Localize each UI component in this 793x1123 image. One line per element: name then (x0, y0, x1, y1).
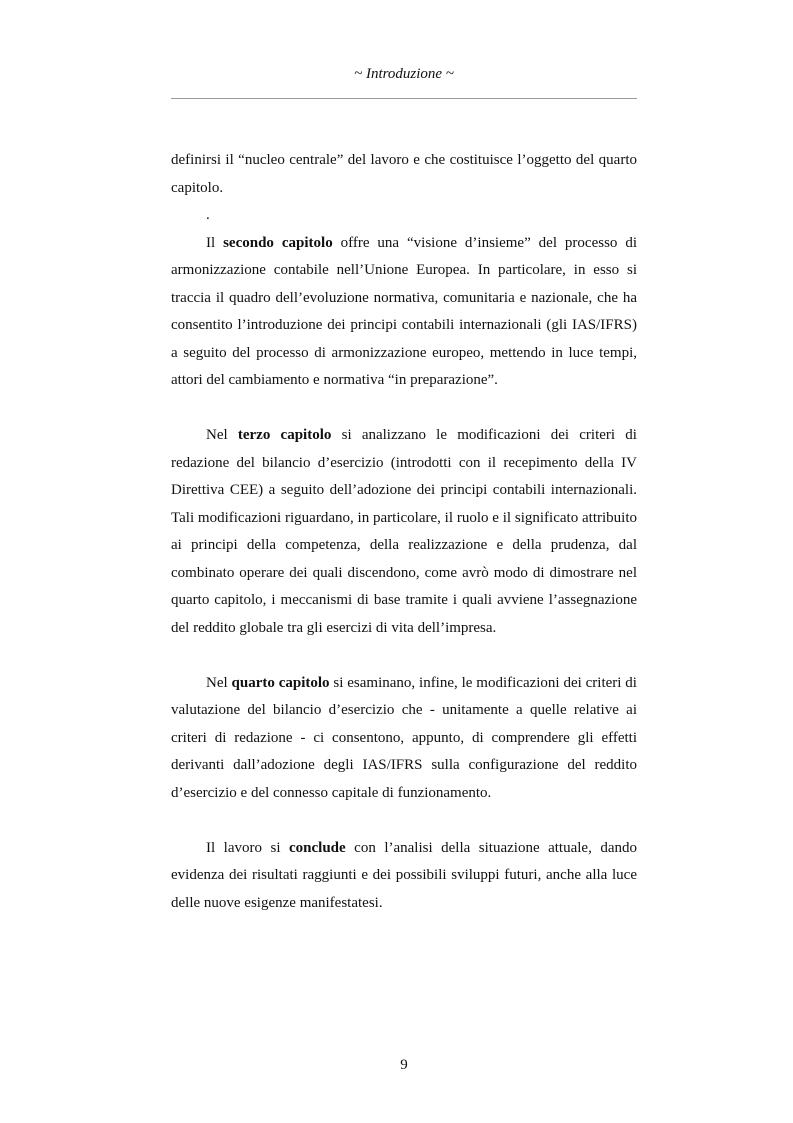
paragraph-continuation: definirsi il “nucleo centrale” del lavoro e che costituisce l’oggetto del quarto capitolo. (171, 152, 637, 196)
paragraph-third-chapter-pre: Nel (206, 427, 238, 443)
paragraph-conclusion (171, 835, 637, 918)
paragraph-second-chapter (171, 230, 637, 395)
paragraph-third-chapter-bold: terzo capitolo (237, 427, 332, 443)
paragraph-third-chapter (171, 422, 637, 642)
stray-dot: . (206, 207, 210, 223)
page-number: 9 (400, 1057, 408, 1073)
paragraph-third-chapter-post: si analizzano le modificazioni dei criteri di redazione del bilancio d’esercizio (introdotti con il recepimento della IV Direttiva CEE) a seguito dell’adozione dei principi contabili internazionali. Tali modificazioni riguardano, in particolare, il ruolo e il significato attribuito ai principi della competenza, della realizzazione e della prudenza, dal combinato operare dei quali discendono, come avrò modo di dimostrare nel quarto capitolo, i meccanismi di base tramite i quali avviene l’assegnazione del reddito globale tra gli esercizi di vita dell’impresa. (171, 427, 637, 636)
paragraph-conclusion-post: con l’analisi della situazione attuale, dando evidenza dei risultati raggiunti e dei possibili sviluppi futuri, anche alla luce delle nuove esigenze manifestatesi. (171, 839, 637, 911)
paragraph-fourth-chapter-post: si esaminano, infine, le modificazioni dei criteri di valutazione del bilancio d’esercizio che - unitamente a quelle relative ai criteri di redazione - ci consentono, appunto, di comprendere gli effetti derivanti dall’adozione degli IAS/IFRS sulla configurazione del reddito d’esercizio e del connesso capitale di funzionamento. (171, 674, 637, 801)
paragraph-conclusion-bold: conclude (289, 839, 346, 856)
running-header: ~ Introduzione ~ (354, 66, 454, 82)
body-text (171, 147, 637, 917)
paragraph-fourth-chapter-pre: Nel (206, 674, 232, 691)
paragraph-second-chapter-pre: Il (206, 234, 224, 251)
header-divider (171, 98, 637, 99)
paragraph-fourth-chapter (171, 670, 637, 808)
paragraph-conclusion-pre: Il lavoro si (206, 839, 289, 856)
paragraph-second-chapter-post: offre una “visione d’insieme” del processo di armonizzazione contabile nell’Unione Europea. In particolare, in esso si traccia il quadro dell’evoluzione normativa, comunitaria e nazionale, che ha consentito l’introduzione dei principi contabili internazionali (gli IAS/IFRS) a seguito del processo di armonizzazione europeo, mettendo in luce tempi, attori del cambiamento e normativa “in preparazione”. (171, 234, 637, 388)
paragraph-second-chapter-bold: secondo capitolo (223, 234, 333, 251)
paragraph-fourth-chapter-bold: quarto capitolo (231, 674, 330, 691)
